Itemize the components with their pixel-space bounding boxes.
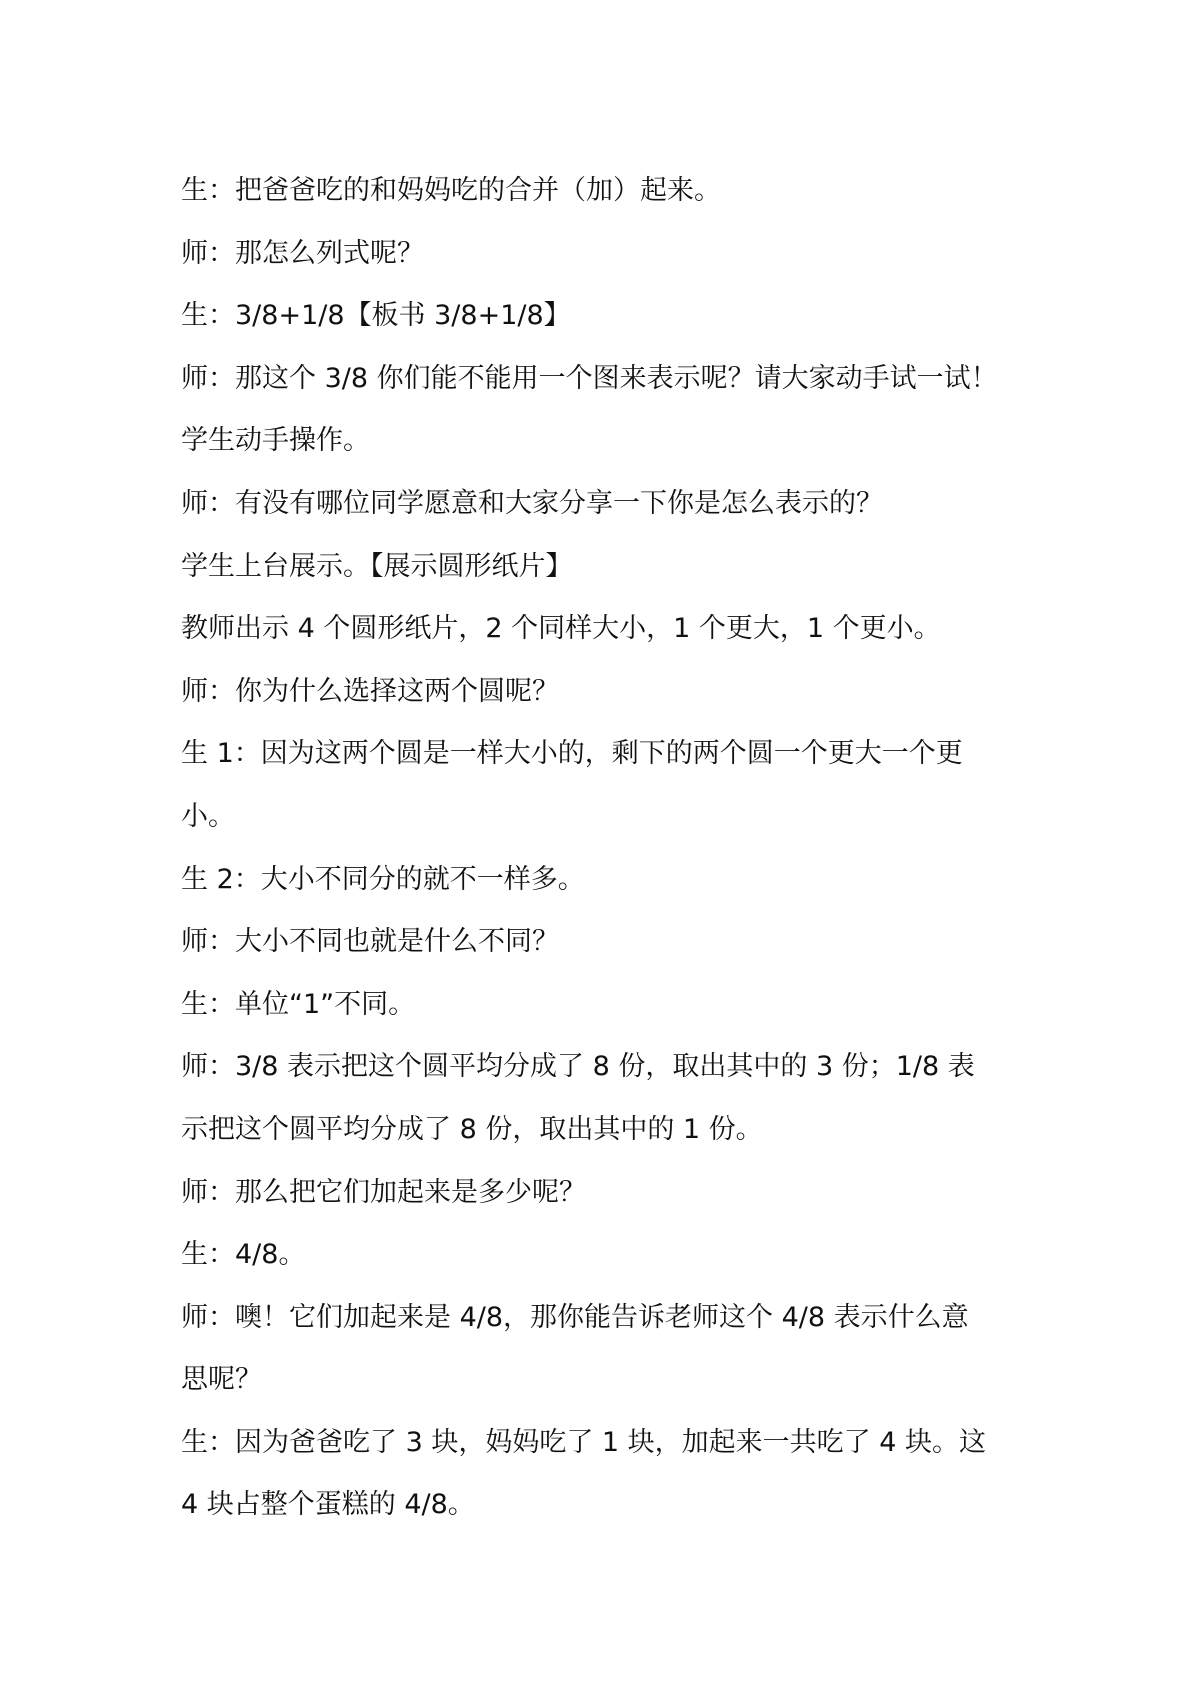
text-line: 师：3/8 表示把这个圆平均分成了 8 份，取出其中的 3 份；1/8 表 bbox=[181, 1051, 975, 1083]
text-line: 师：那么把它们加起来是多少呢？ bbox=[181, 1176, 586, 1208]
text-line: 教师出示 4 个圆形纸片，2 个同样大小，1 个更大，1 个更小。 bbox=[181, 613, 941, 645]
text-line: 师：噢！它们加起来是 4/8，那你能告诉老师这个 4/8 表示什么意 bbox=[181, 1301, 969, 1333]
text-line: 师：大小不同也就是什么不同？ bbox=[181, 926, 559, 958]
text-line: 生：4/8。 bbox=[181, 1239, 306, 1271]
text-line: 小。 bbox=[181, 800, 235, 832]
text-line: 生：3/8+1/8【板书 3/8+1/8】 bbox=[181, 300, 571, 332]
text-line: 生：单位“1”不同。 bbox=[181, 988, 416, 1020]
text-line: 示把这个圆平均分成了 8 份，取出其中的 1 份。 bbox=[181, 1113, 763, 1145]
text-line: 师：那怎么列式呢？ bbox=[181, 237, 424, 269]
text-line: 生 1：因为这两个圆是一样大小的，剩下的两个圆一个更大一个更 bbox=[181, 738, 963, 770]
text-line: 生：把爸爸吃的和妈妈吃的合并（加）起来。 bbox=[181, 175, 721, 206]
text-line: 师：你为什么选择这两个圆呢？ bbox=[181, 675, 559, 707]
text-line: 师：那这个 3/8 你们能不能用一个图来表示呢？请大家动手试一试！ bbox=[181, 362, 998, 394]
text-line: 师：有没有哪位同学愿意和大家分享一下你是怎么表示的？ bbox=[181, 487, 883, 519]
text-line: 学生动手操作。 bbox=[181, 425, 370, 457]
text-line: 4 块占整个蛋糕的 4/8。 bbox=[181, 1489, 475, 1521]
text-line: 生：因为爸爸吃了 3 块，妈妈吃了 1 块，加起来一共吃了 4 块。这 bbox=[181, 1426, 987, 1458]
text-line: 生 2：大小不同分的就不一样多。 bbox=[181, 863, 585, 895]
text-line: 思呢？ bbox=[181, 1364, 262, 1396]
document-body bbox=[181, 160, 1021, 1537]
text-line: 学生上台展示。【展示圆形纸片】 bbox=[181, 550, 573, 582]
